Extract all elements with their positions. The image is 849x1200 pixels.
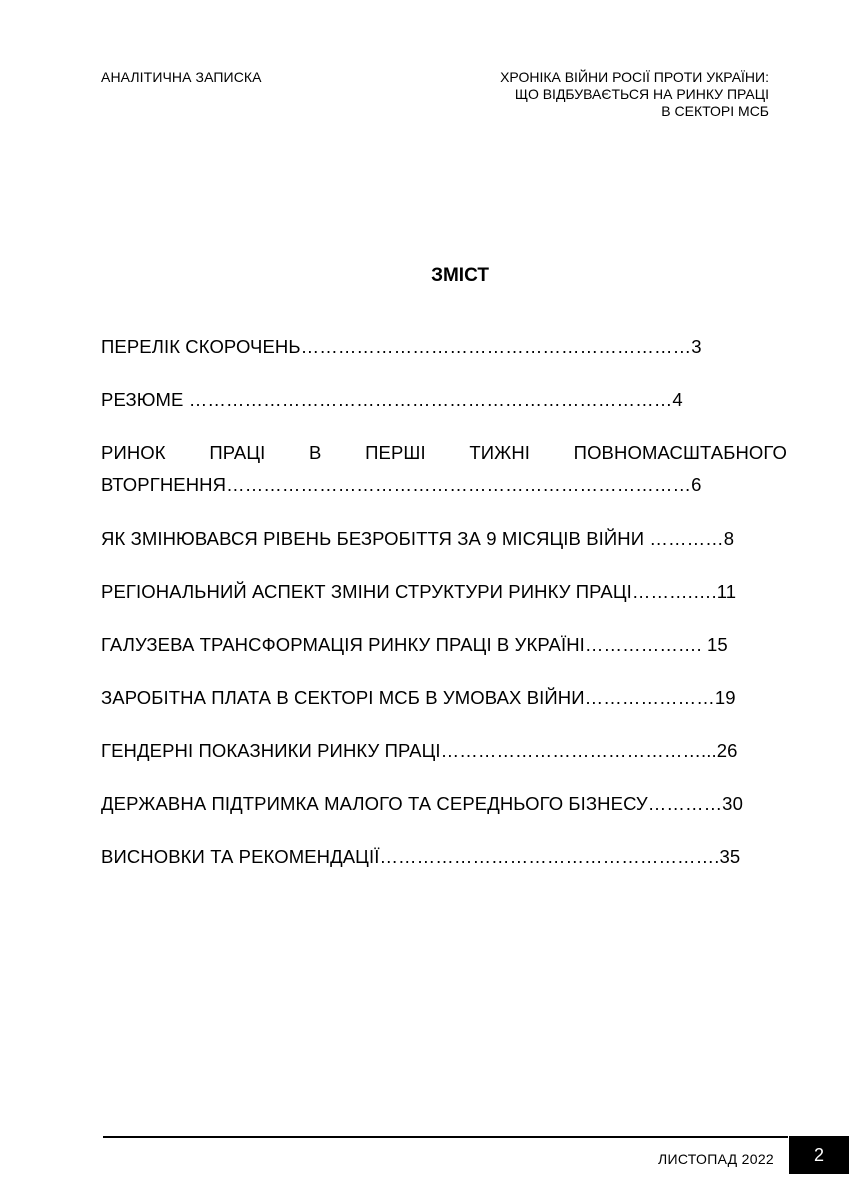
- header-title-line: ХРОНІКА ВІЙНИ РОСІЇ ПРОТИ УКРАЇНИ:: [500, 69, 769, 85]
- header-doc-type: АНАЛІТИЧНА ЗАПИСКА: [101, 69, 262, 85]
- toc-entry-word: ТИЖНІ: [469, 442, 531, 463]
- toc-entry-word: ПОВНОМАСШТАБНОГО: [573, 442, 787, 463]
- toc-entry[interactable]: ПЕРЕЛІК СКОРОЧЕНЬ………………………………………………………3: [101, 336, 702, 357]
- toc-entry[interactable]: ГАЛУЗЕВА ТРАНСФОРМАЦІЯ РИНКУ ПРАЦІ В УКРАЇНІ………………. 15: [101, 634, 728, 655]
- toc-entry[interactable]: [101, 442, 787, 528]
- page-number: 2: [789, 1136, 849, 1174]
- toc-entry-line: [101, 442, 787, 464]
- toc-entry-word: ПЕРШІ: [365, 442, 426, 463]
- table-of-contents: [101, 336, 787, 899]
- toc-entry[interactable]: РЕЗЮМЕ ……………………………………………………………………4: [101, 389, 683, 410]
- footer-divider: [103, 1136, 788, 1138]
- toc-entry[interactable]: ЗАРОБІТНА ПЛАТА В СЕКТОРІ МСБ В УМОВАХ ВІЙНИ…………………19: [101, 687, 736, 708]
- toc-entry[interactable]: РЕГІОНАЛЬНИЙ АСПЕКТ ЗМІНИ СТРУКТУРИ РИНКУ ПРАЦІ……….….11: [101, 581, 737, 602]
- toc-entry-line: ВТОРГНЕННЯ…………………………………………………………………6: [101, 474, 702, 495]
- toc-entry[interactable]: ГЕНДЕРНІ ПОКАЗНИКИ РИНКУ ПРАЦІ……………………………………...26: [101, 740, 738, 761]
- toc-entry-word: В: [309, 442, 322, 463]
- footer-date: ЛИСТОПАД 2022: [658, 1151, 774, 1167]
- header-title-line: ЩО ВІДБУВАЄТЬСЯ НА РИНКУ ПРАЦІ: [514, 86, 769, 102]
- header-report-title: [500, 69, 769, 120]
- toc-entry[interactable]: ЯК ЗМІНЮВАВСЯ РІВЕНЬ БЕЗРОБІТТЯ ЗА 9 МІСЯЦІВ ВІЙНИ …………8: [101, 528, 735, 549]
- header-title-line: В СЕКТОРІ МСБ: [661, 103, 769, 119]
- toc-entry-word: РИНОК: [101, 442, 166, 463]
- toc-entry[interactable]: ВИСНОВКИ ТА РЕКОМЕНДАЦІЇ……………………………………………….35: [101, 846, 741, 867]
- toc-entry[interactable]: ДЕРЖАВНА ПІДТРИМКА МАЛОГО ТА СЕРЕДНЬОГО БІЗНЕСУ…………30: [101, 793, 743, 814]
- toc-title: ЗМІСТ: [431, 265, 489, 286]
- toc-entry-word: ПРАЦІ: [209, 442, 266, 463]
